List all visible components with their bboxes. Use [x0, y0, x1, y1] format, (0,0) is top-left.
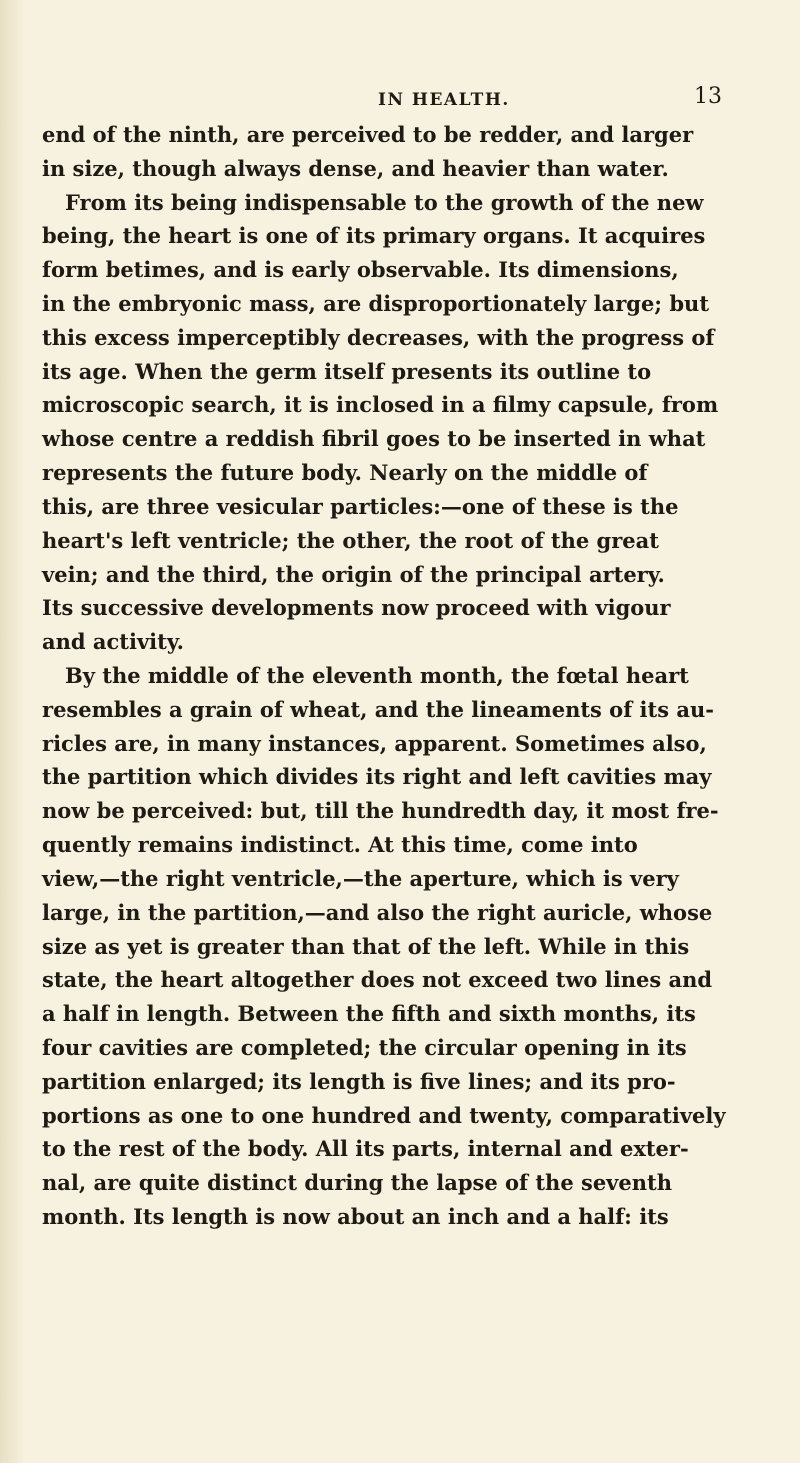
- text-line: ricles are, in many instances, apparent. Sometimes also,: [42, 731, 707, 756]
- text-line: large, in the partition,—and also the right auricle, whose: [42, 900, 713, 925]
- text-line: the partition which divides its right and left cavities may: [42, 764, 712, 789]
- text-line: state, the heart altogether does not exceed two lines and: [42, 967, 713, 992]
- text-line: month. Its length is now about an inch and a half: its: [42, 1204, 669, 1229]
- text-line: By the middle of the eleventh month, the fœtal heart: [65, 663, 689, 688]
- text-line: its age. When the germ itself presents its outline to: [42, 359, 652, 384]
- text-line: From its being indispensable to the growth of the new: [65, 190, 704, 215]
- text-line: now be perceived: but, till the hundredth day, it most fre-: [42, 798, 719, 823]
- text-line: four cavities are completed; the circular opening in its: [42, 1035, 687, 1060]
- running-head: [0, 84, 800, 114]
- text-line: resembles a grain of wheat, and the lineaments of its au-: [42, 697, 714, 722]
- text-line: in size, though always dense, and heavier than water.: [42, 156, 669, 181]
- text-line: in the embryonic mass, are disproportionately large; but: [42, 291, 710, 316]
- text-line: to the rest of the body. All its parts, internal and exter-: [42, 1136, 689, 1161]
- text-line: quently remains indistinct. At this time, come into: [42, 832, 638, 857]
- text-line: whose centre a reddish fibril goes to be inserted in what: [42, 426, 706, 451]
- text-line: form betimes, and is early observable. Its dimensions,: [42, 257, 679, 282]
- text-line: vein; and the third, the origin of the principal artery.: [42, 562, 665, 587]
- text-line: and activity.: [42, 629, 184, 654]
- text-line: this excess imperceptibly decreases, with the progress of: [42, 325, 715, 350]
- page-number: 13: [694, 84, 722, 109]
- page-edge: [0, 0, 26, 1463]
- text-line: nal, are quite distinct during the lapse of the seventh: [42, 1170, 672, 1195]
- text-line: represents the future body. Nearly on the middle of: [42, 460, 648, 485]
- text-line: microscopic search, it is inclosed in a filmy capsule, from: [42, 392, 719, 417]
- text-line: this, are three vesicular particles:—one of these is the: [42, 494, 679, 519]
- text-line: a half in length. Between the fifth and sixth months, its: [42, 1001, 696, 1026]
- text-line: portions as one to one hundred and twenty, comparatively: [42, 1103, 726, 1128]
- text-line: view,—the right ventricle,—the aperture, which is very: [42, 866, 679, 891]
- text-line: partition enlarged; its length is five lines; and its pro-: [42, 1069, 676, 1094]
- text-line: being, the heart is one of its primary organs. It acquires: [42, 223, 706, 248]
- running-title: IN HEALTH.: [378, 90, 510, 110]
- text-line: end of the ninth, are perceived to be redder, and larger: [42, 122, 694, 147]
- text-line: heart's left ventricle; the other, the root of the great: [42, 528, 659, 553]
- text-line: size as yet is greater than that of the left. While in this: [42, 934, 690, 959]
- text-line: Its successive developments now proceed with vigour: [42, 595, 671, 620]
